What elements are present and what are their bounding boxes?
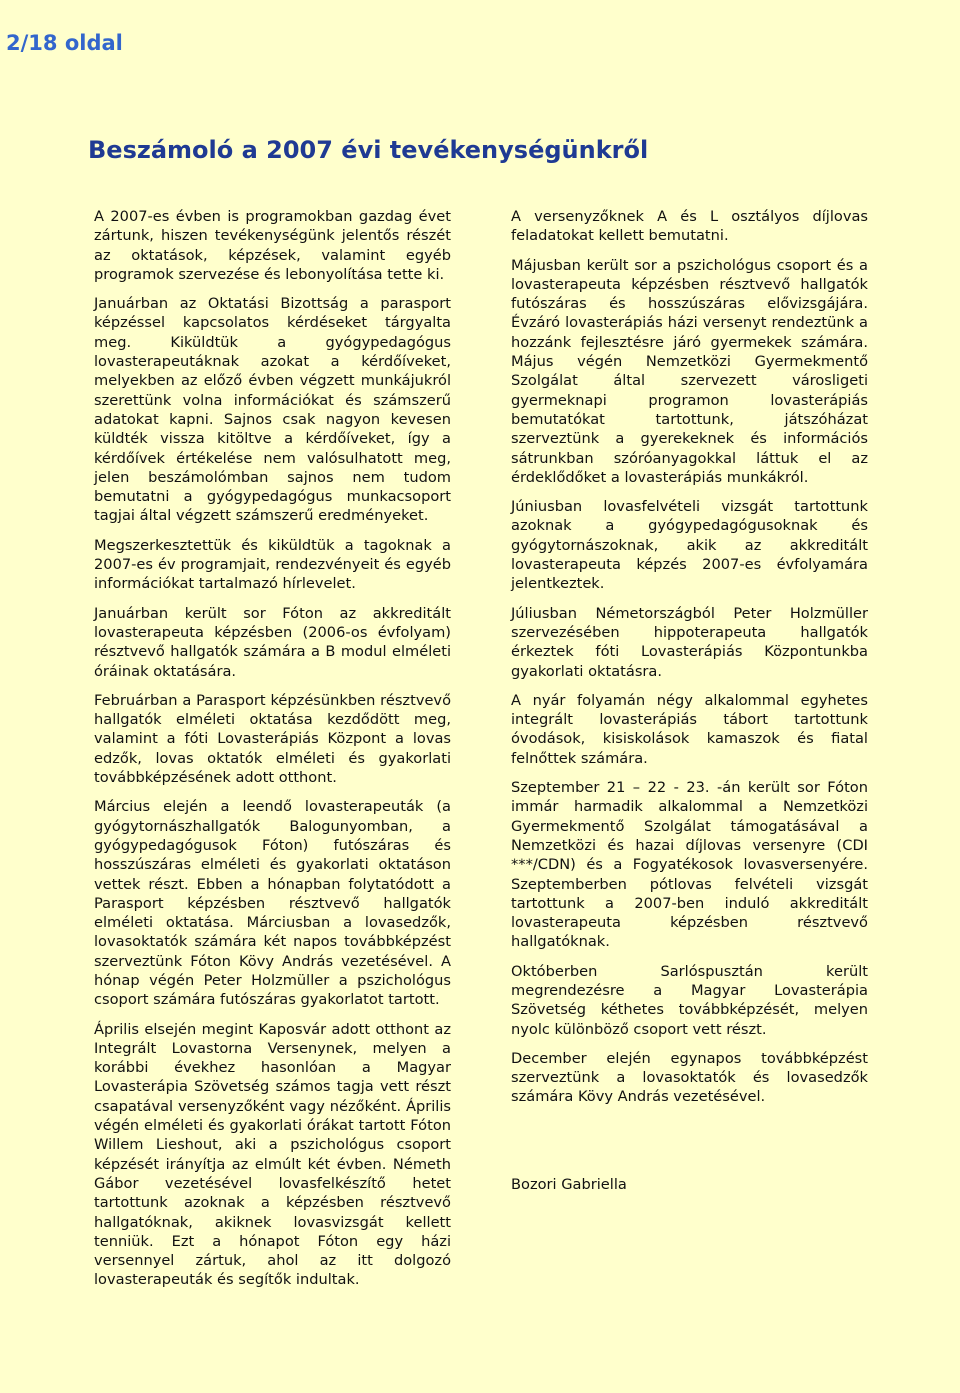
- signature: Bozori Gabriella: [511, 1175, 627, 1193]
- paragraph: Májusban került sor a pszichológus csoport és a lovasterapeuta képzésben résztvevő hallgatók futószáras és hosszúszáras elővizsgájára. Évzáró lovasterápiás házi versenyt rendeztünk a hozzánk fejlesztésre járó gyermekek számára. Május végén Nemzetközi Gyermekmentő Szolgálat által szervezett városligeti gyermeknapi programon lovasterápiás bemutatókat tartottunk, játszóházat szerveztünk a gyerekeknek és információs sátrunkban szóróanyagokkal láttuk el az érdeklődőket a lovasterápiás munkákról.: [511, 256, 868, 486]
- paragraph: Szeptember 21 – 22 - 23. -án került sor Fóton immár harmadik alkalommal a Nemzetközi Gyermekmentő Szolgálat támogatásával a Nemzetközi és hazai díjlovas versenyre (CDI ***/CDN) és a Fogyatékosok lovasversenyére. Szeptemberben pótlovas felvételi vizsgát tartottunk a 2007-ben induló akkreditált lovasterapeuta képzésben résztvevő hallgatóknak.: [511, 779, 868, 951]
- left-column: [94, 207, 451, 1300]
- paragraph: Januárban került sor Fóton az akkreditált lovasterapeuta képzésben (2006-os évfolyam) résztvevő hallgatók számára a B modul elméleti óráinak oktatására.: [94, 604, 451, 680]
- right-column: [511, 207, 868, 1204]
- paragraph: Januárban az Oktatási Bizottság a parasport képzéssel kapcsolatos kérdéseket tárgyalta meg. Kiküldtük a gyógypedagógus lovasterapeutáknak azokat a kérdőíveket, melyekben az előző évben végzett munkájukról szerettünk volna információkat és számszerű adatokat kapni. Sajnos csak nagyon kevesen küldték vissza kitöltve a kérdőíveket, így a kérdőívek értékelése nem valósulhatott meg, jelen beszámolómban sajnos nem tudom bemutatni a gyógypedagógus munkacsoport tagjai által végzett számszerű eredményeket.: [94, 295, 451, 525]
- paragraph: Március elején a leendő lovasterapeuták (a gyógytornászhallgatók Balogunyomban, a gyógypedagógusok Fóton) futószáras és hosszúszáras elméleti és gyakorlati oktatáson vettek részt. Ebben a hónapban folytatódott a Parasport képzésben résztvevő hallgatók elméleti oktatása. Márciusban a lovasedzők, lovasoktatók számára két napos továbbképzést szerveztünk Fóton Kövy András vezetésével. A hónap végén Peter Holzmüller a pszichológus csoport számára futószáras gyakorlatot tartott.: [94, 798, 451, 1009]
- paragraph: A nyár folyamán négy alkalommal egyhetes integrált lovasterápiás tábort tartottunk óvodások, kisiskolások kamaszok és fiatal felnőttek számára.: [511, 691, 868, 767]
- paragraph: A versenyzőknek A és L osztályos díjlovas feladatokat kellett bemutatni.: [511, 208, 868, 245]
- paragraph: A 2007-es évben is programokban gazdag évet zártunk, hiszen tevékenységünk jelentős részét az oktatások, képzések, valamint egyéb programok szervezése és lebonyolítása tette ki.: [94, 208, 451, 283]
- page-label: 2/18 oldal: [6, 31, 123, 55]
- paragraph: Április elsején megint Kaposvár adott otthont az Integrált Lovastorna Versenynek, melyen a korábbi évekhez hasonlóan a Magyar Lovasterápia Szövetség számos tagja vett részt csapatával versenyzőként vagy nézőként. Április végén elméleti és gyakorlati órákat tartott Fóton Willem Lieshout, aki a pszichológus csoport képzését irányítja az elmúlt két évben. Németh Gábor vezetésével lovasfelkészítő hetet tartottunk azoknak a képzésben résztvevő hallgatóknak, akiknek lovasvizsgát kellett tenniük. Ezt a hónapot Fóton egy házi versennyel zártuk, ahol az itt dolgozó lovasterapeuták és segítők indultak.: [94, 1020, 451, 1289]
- paragraph: Megszerkesztettük és kiküldtük a tagoknak a 2007-es év programjait, rendezvényeit és egyéb információkat tartalmazó hírlevelet.: [94, 536, 451, 593]
- paragraph: Februárban a Parasport képzésünkben résztvevő hallgatók elméleti oktatása kezdődött meg, valamint a fóti Lovasterápiás Központ a lovas edzők, lovas oktatók elméleti és gyakorlati továbbképzésének adott otthont.: [94, 691, 451, 787]
- paragraph: Júniusban lovasfelvételi vizsgát tartottunk azoknak a gyógypedagógusoknak és gyógytornászoknak, akik az akkreditált lovasterapeuta képzés 2007-es évfolyamára jelentkeztek.: [511, 498, 868, 593]
- document-title: Beszámoló a 2007 évi tevékenységünkről: [88, 136, 649, 164]
- paragraph: Októberben Sarlóspusztán került megrendezésre a Magyar Lovasterápia Szövetség kéthetes továbbképzését, melyen nyolc különböző csoport vett részt.: [511, 962, 868, 1038]
- paragraph: Júliusban Németországból Peter Holzmüller szervezésében hippoterapeuta hallgatók érkeztek fóti Lovasterápiás Központunkba gyakorlati oktatásra.: [511, 604, 868, 680]
- paragraph: December elején egynapos továbbképzést szerveztünk a lovasoktatók és lovasedzők számára Kövy András vezetésével.: [511, 1049, 868, 1106]
